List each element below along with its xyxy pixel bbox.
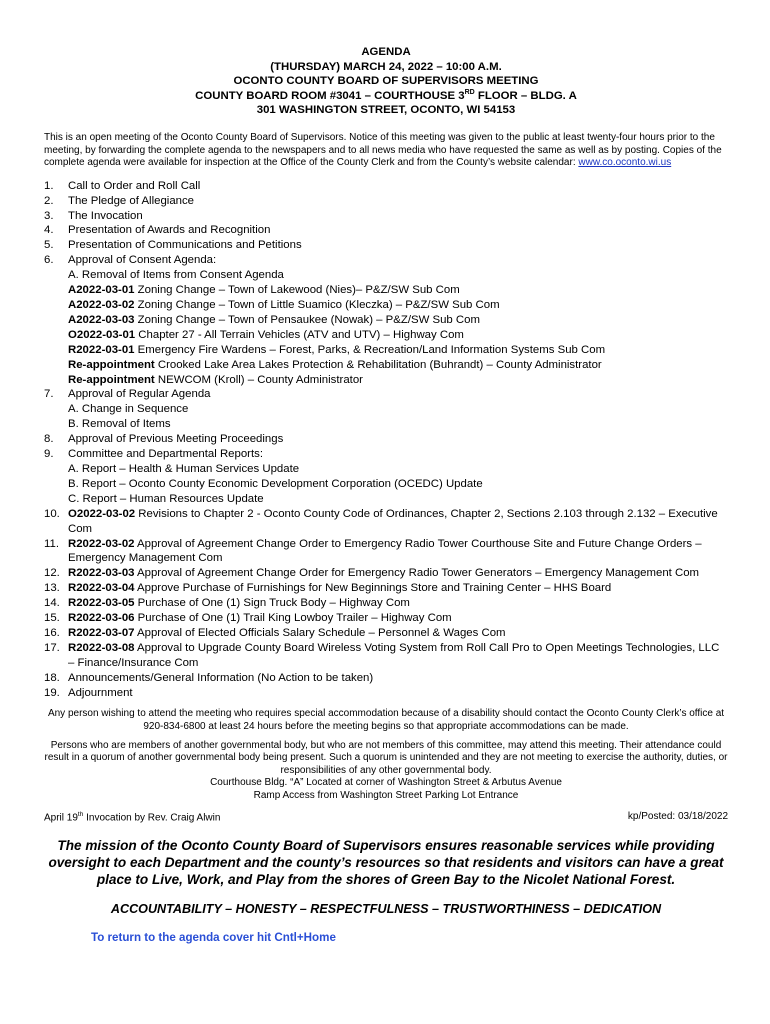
agenda-item: 15. R2022-03-06 Purchase of One (1) Trail King Lowboy Trailer – Highway Com — [44, 612, 452, 625]
agenda-item: 17. R2022-03-08 Approval to Upgrade County Board Wireless Voting System from Roll Call Pro to Open Meetings Technologies, LLC – Finance/Insurance Com — [44, 641, 720, 669]
intro-paragraph: This is an open meeting of the Oconto County Board of Supervisors. Notice of this meeting was given to the public at least twenty-four hours prior to the meeting, by forwarding the complete agenda to the newspapers and to all news media who have requested the same as well as by posting. Copies of the complete agenda were available for inspection at the Office of the County Clerk and from the County’s website calendar: www.co.oconto.wi.us — [44, 131, 722, 169]
agenda-header — [44, 45, 728, 118]
footer-row — [44, 811, 728, 823]
accommodation-notice: Any person wishing to attend the meeting who requires special accommodation because of a disability should contact the Oconto County Clerk’s office at 920-834-6800 at least 24 hours before the meeting begins so that appropriate accommodations can be made. — [47, 708, 725, 733]
header-title: AGENDA — [361, 46, 411, 58]
agenda-item: 14. R2022-03-05 Purchase of One (1) Sign Truck Body – Highway Com — [44, 597, 410, 610]
consent-item: Re-appointment Crooked Lake Area Lakes Protection & Rehabilitation (Buhrandt) – County Administrator — [68, 358, 602, 371]
ramp-note: Ramp Access from Washington Street Parking Lot Entrance — [253, 790, 519, 802]
header-room: COUNTY BOARD ROOM #3041 – COURTHOUSE 3RD FLOOR – BLDG. A — [195, 88, 577, 102]
website-link[interactable]: www.co.oconto.wi.us — [578, 157, 672, 169]
agenda-item: 7. Approval of Regular Agenda A. Change in Sequence B. Removal of Items — [44, 387, 728, 432]
consent-item: A2022-03-01 Zoning Change – Town of Lakewood (Nies)– P&Z/SW Sub Com — [68, 284, 460, 297]
mission-statement: The mission of the Oconto County Board of Supervisors ensures reasonable services while providing oversight to each Department and the county’s resources so that residents and visitors can have a great place to Live, Work, and Play from the shores of Green Bay to the Nicolet National Forest. — [48, 837, 724, 887]
agenda-item: 12. R2022-03-03 Approval of Agreement Change Order for Emergency Radio Tower Generators – Emergency Management Com — [44, 567, 700, 580]
consent-item: Re-appointment NEWCOM (Kroll) – County Administrator — [68, 373, 363, 386]
posted-date: kp/Posted: 03/18/2022 — [627, 810, 728, 822]
header-address: 301 WASHINGTON STREET, OCONTO, WI 54153 — [256, 104, 516, 117]
sub-item: A. Change in Sequence — [68, 403, 189, 416]
agenda-item: 2. The Pledge of Allegiance — [44, 194, 195, 207]
agenda-item: 13. R2022-03-04 Approve Purchase of Furnishings for New Beginnings Store and Training Center – HHS Board — [44, 582, 612, 595]
agenda-item: 5. Presentation of Communications and Petitions — [44, 239, 302, 252]
sub-item: A. Report – Health & Human Services Update — [68, 462, 300, 475]
agenda-item: 18. Announcements/General Information (No Action to be taken) — [44, 671, 374, 684]
agenda-item: 3. The Invocation — [44, 209, 143, 222]
agenda-item: 8. Approval of Previous Meeting Proceedings — [44, 433, 284, 446]
agenda-items — [44, 179, 728, 701]
header-date: (THURSDAY) MARCH 24, 2022 – 10:00 A.M. — [270, 60, 502, 73]
consent-item: A2022-03-02 Zoning Change – Town of Little Suamico (Kleczka) – P&Z/SW Sub Com — [68, 299, 500, 311]
location-note: Courthouse Bldg. “A” Located at corner of Washington Street & Arbutus Avenue — [210, 777, 562, 789]
values-line: ACCOUNTABILITY – HONESTY – RESPECTFULNESS – TRUSTWORTHINESS – DEDICATION — [110, 901, 662, 916]
invocation-note: April 19th Invocation by Rev. Craig Alwin — [44, 810, 221, 823]
quorum-notice: Persons who are members of another governmental body, but who are not members of this committee, may attend this meeting. Their attendance could result in a quorum of another governmental body being present. Such a quorum is unintended and they are not meeting to exercise the authority, duties, or responsibilities of any other governmental body. — [44, 739, 728, 776]
agenda-item: 19. Adjournment — [44, 686, 133, 699]
agenda-item: 9. Committee and Departmental Reports: A. Report – Health & Human Services Update B. Report – Oconto County Economic Development Corporation (OCEDC) Update C. Report – Human Resources Update — [44, 447, 728, 507]
sub-item: B. Removal of Items — [68, 418, 171, 431]
sub-item: A. Removal of Items from Consent Agenda — [68, 269, 284, 282]
header-meeting: OCONTO COUNTY BOARD OF SUPERVISORS MEETING — [233, 75, 539, 88]
agenda-item: 16. R2022-03-07 Approval of Elected Officials Salary Schedule – Personnel & Wages Com — [44, 626, 506, 639]
sub-item: C. Report – Human Resources Update — [68, 492, 264, 505]
agenda-page — [44, 45, 728, 944]
notice-section — [44, 708, 728, 802]
agenda-item-consent: 6. Approval of Consent Agenda: A. Removal of Items from Consent Agenda A2022-03-01 Zoning Change – Town of Lakewood (Nies)– P&Z/SW Sub Com A2022-03-02 Zoning Change – Town of Little Suamico (Kleczka) – P&Z/SW Sub Com A2022-03-03 Zoning Change – Town of Pensaukee (Nowak) – P&Z/SW Sub Com O2022-03-01 Chapter 27 - All Terrain Vehicles (ATV and UTV) – Highway Com R2022-03-01 Emergency Fire Wardens – Forest, Parks, & Recreation/Land Information Systems Sub Com Re-appointment Crooked Lake Area Lakes Protection & Rehabilitation (Buhrandt) – County Administrator Re-appointment NEWCOM (Kroll) – County Administrator — [44, 253, 728, 387]
sub-item: B. Report – Oconto County Economic Development Corporation (OCEDC) Update — [68, 477, 483, 490]
agenda-item: 4. Presentation of Awards and Recognition — [44, 224, 271, 237]
agenda-item: 10. O2022-03-02 Revisions to Chapter 2 - Oconto County Code of Ordinances, Chapter 2, Sections 2.103 through 2.132 – Executive Com — [44, 507, 718, 535]
agenda-item: 1. Call to Order and Roll Call — [44, 179, 201, 192]
consent-item: O2022-03-01 Chapter 27 - All Terrain Vehicles (ATV and UTV) – Highway Com — [68, 328, 464, 341]
return-link[interactable]: To return to the agenda cover hit Cntl+Home — [91, 930, 336, 944]
consent-item: A2022-03-03 Zoning Change – Town of Pensaukee (Nowak) – P&Z/SW Sub Com — [68, 313, 480, 326]
agenda-item: 11. R2022-03-02 Approval of Agreement Change Order to Emergency Radio Tower Courthouse Site and Future Change Orders – Emergency Management Com — [44, 537, 702, 565]
consent-item: R2022-03-01 Emergency Fire Wardens – Forest, Parks, & Recreation/Land Information Systems Sub Com — [68, 343, 606, 356]
